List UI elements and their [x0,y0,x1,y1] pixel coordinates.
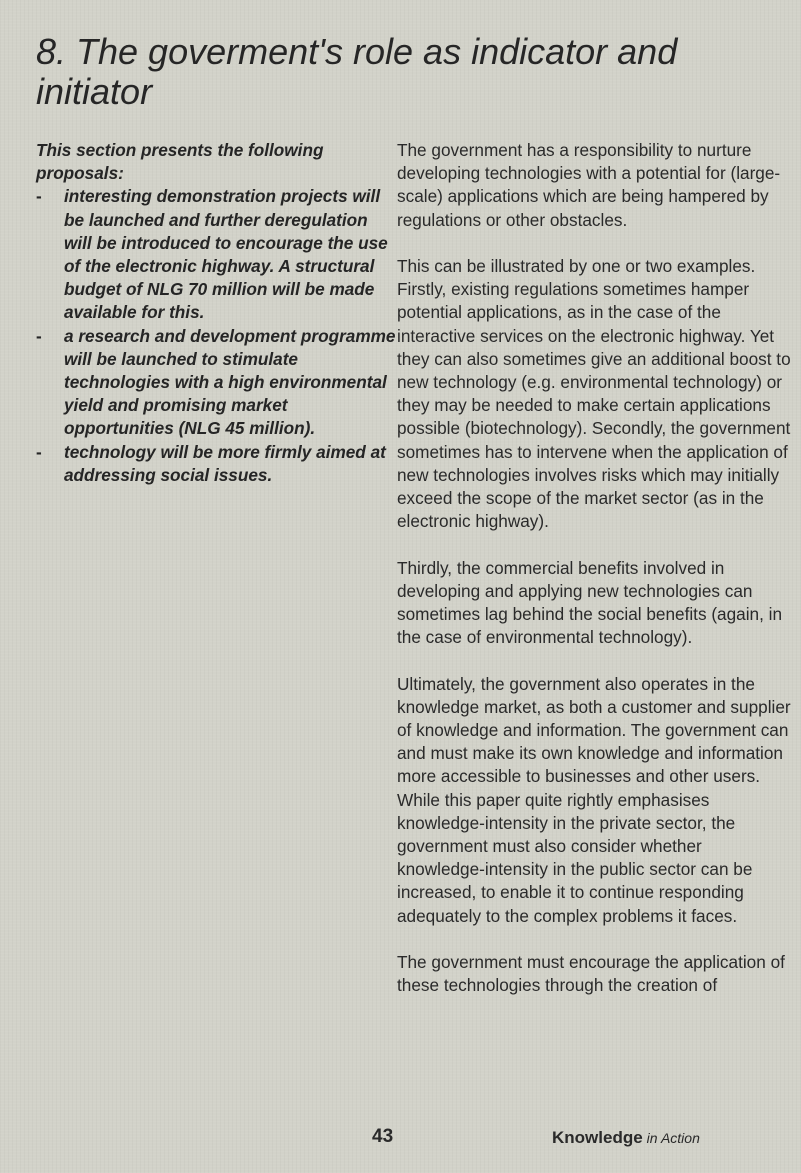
proposal-item [36,325,396,441]
proposal-item [36,441,396,487]
body-paragraph: This can be illustrated by one or two examples. Firstly, existing regulations sometimes hamper potential applications, as in the case of the interactive services on the electronic highway. Yet they can also sometimes give an additional boost to new technology (e.g. environmental technology) or they may be needed to make certain applications possible (biotechnology). Secondly, the government sometimes has to intervene when the application of new technologies involves risks which may initially exceed the scope of the market sector (as in the electronic highway). [397,256,791,532]
proposal-item [36,185,396,324]
proposal-text: interesting demonstration projects will be launched and further deregulation will be introduced to encourage the use of the electronic highway. A structural budget of NLG 70 million will be made available for this. [64,186,388,323]
proposals-column [36,139,396,487]
proposals-list [36,185,396,487]
body-paragraph: Ultimately, the government also operates in the knowledge market, as both a customer and supplier of knowledge and information. The government can and must make its own knowledge and information more accessible to businesses and other users. While this paper quite rightly emphasises knowledge-intensity in the private sector, the government must also consider whether knowledge-intensity in the public sector can be increased, to enable it to continue responding adequately to the complex problems it faces. [397,673,791,926]
brand-name: Knowledge [552,1128,643,1147]
proposal-text: a research and development programme will be launched to stimulate technologies with a high environmental yield and promising market opportunities (NLG 45 million). [64,325,396,439]
proposals-intro: This section presents the following proposals: [36,140,324,184]
body-column [397,139,792,1021]
body-paragraph: The government must encourage the application of these technologies through the creation of [397,952,785,996]
page-number: 43 [372,1126,394,1147]
bullet-dash: - [36,186,42,207]
page-title: 8. The goverment's role as indicator and initiator [36,31,678,112]
brand-footer [552,1128,700,1148]
bullet-dash: - [36,325,42,346]
bullet-dash: - [36,441,42,462]
body-paragraph: The government has a responsibility to nurture developing technologies with a potential for (large-scale) applications which are being hampered by regulations or other obstacles. [397,140,781,230]
body-paragraph: Thirdly, the commercial benefits involved in developing and applying new technologies can sometimes lag behind the social benefits (again, in the case of environmental technology). [397,557,783,648]
proposal-text: technology will be more firmly aimed at addressing social issues. [64,441,386,485]
brand-suffix: in Action [646,1130,700,1146]
